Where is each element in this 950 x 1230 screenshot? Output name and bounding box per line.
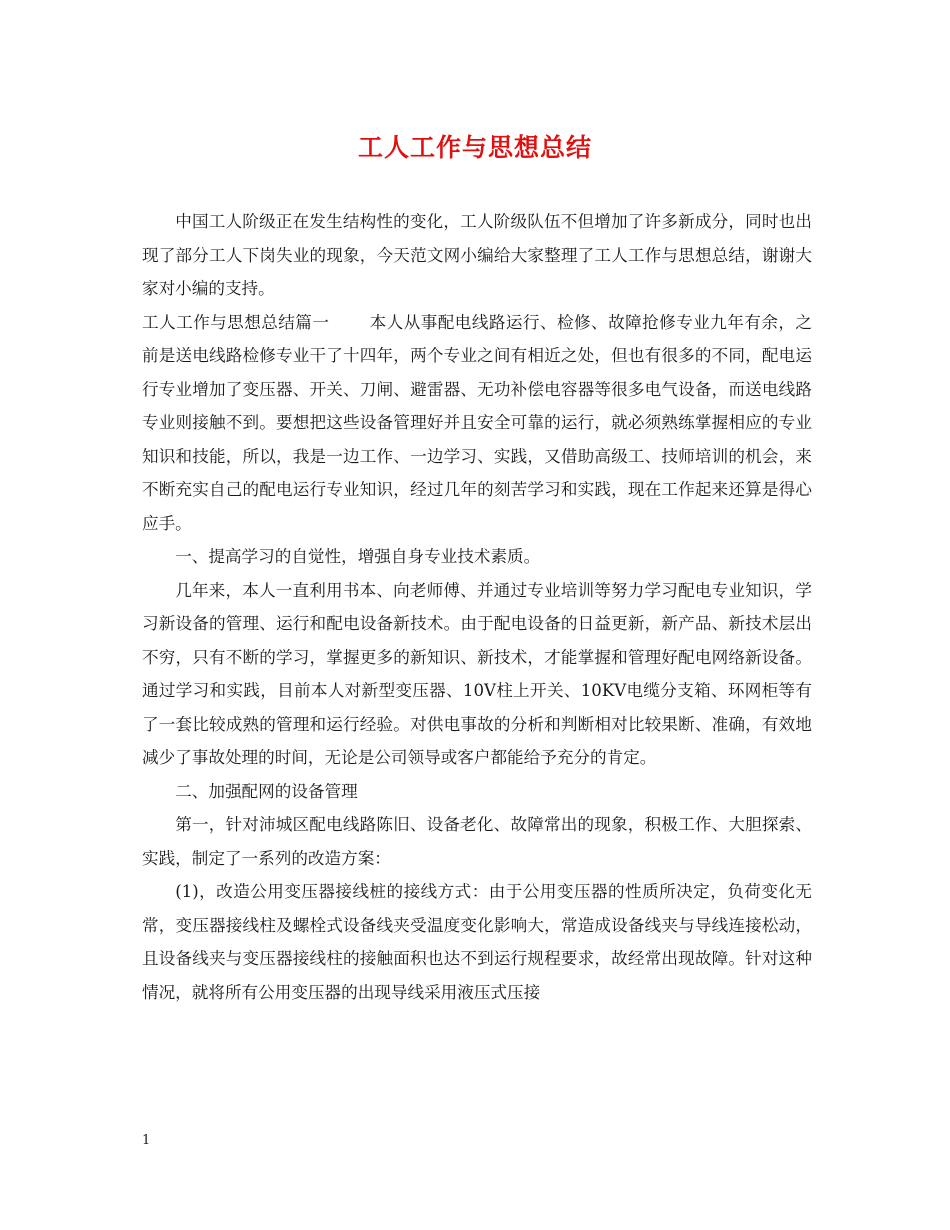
heading-two: 二、加强配网的设备管理 — [175, 781, 358, 801]
page-number: 1 — [142, 1133, 151, 1148]
section-paragraph — [142, 306, 812, 541]
document-title: 工人工作与思想总结 — [357, 133, 592, 162]
section-heading: 工人工作与思想总结篇一 — [142, 312, 330, 332]
intro-paragraph: 中国工人阶级正在发生结构性的变化，工人阶级队伍不但增加了许多新成分，同时也出现了部分工人下岗失业的现象，今天范文网小编给大家整理了工人工作与思想总结，谢谢大家对小编的支持。 — [142, 212, 812, 298]
study-paragraph: 几年来，本人一直利用书本、向老师傅、并通过专业培训等努力学习配电专业知识，学习新设备的管理、运行和配电设备新技术。由于配电设备的日益更新，新产品、新技术层出不穷，只有不断的学习，掌握更多的新知识、新技术，才能掌握和管理好配电网络新设备。通过学习和实践，目前本人对新型变压器、10V柱上开关、10KV电缆分支箱、环网柜等有了一套比较成熟的管理和运行经验。对供电事故的分析和判断相对比较果断、准确，有效地减少了事故处理的时间，无论是公司领导或客户都能给予充分的肯定。 — [142, 580, 812, 767]
document-body — [142, 205, 812, 1009]
transformer-paragraph: (1)，改造公用变压器接线桩的接线方式：由于公用变压器的性质所决定，负荷变化无常，变压器接线柱及螺栓式设备线夹受温度变化影响大，常造成设备线夹与导线连接松动，且设备线夹与变压器接线柱的接触面积也达不到运行规程要求，故经常出现故障。针对这种情况，就将所有公用变压器的出现导线采用液压式压接 — [142, 882, 812, 1002]
section-text: 本人从事配电线路运行、检修、故障抢修专业九年有余，之前是送电线路检修专业干了十四年，两个专业之间有相近之处，但也有很多的不同，配电运行专业增加了变压器、开关、刀闸、避雷器、无功补偿电容器等很多电气设备，而送电线路专业则接触不到。要想把这些设备管理好并且安全可靠的运行，就必须熟练掌握相应的专业知识和技能，所以，我是一边工作、一边学习、实践，又借助高级工、技师培训的机会，来不断充实自己的配电运行专业知识，经过几年的刻苦学习和实践，现在工作起来还算是得心应手。 — [142, 312, 813, 533]
first-point-paragraph: 第一，针对沛城区配电线路陈旧、设备老化、故障常出的现象，积极工作、大胆探索、实践，制定了一系列的改造方案： — [142, 815, 812, 868]
heading-one: 一、提高学习的自觉性，增强自身专业技术素质。 — [175, 547, 541, 566]
